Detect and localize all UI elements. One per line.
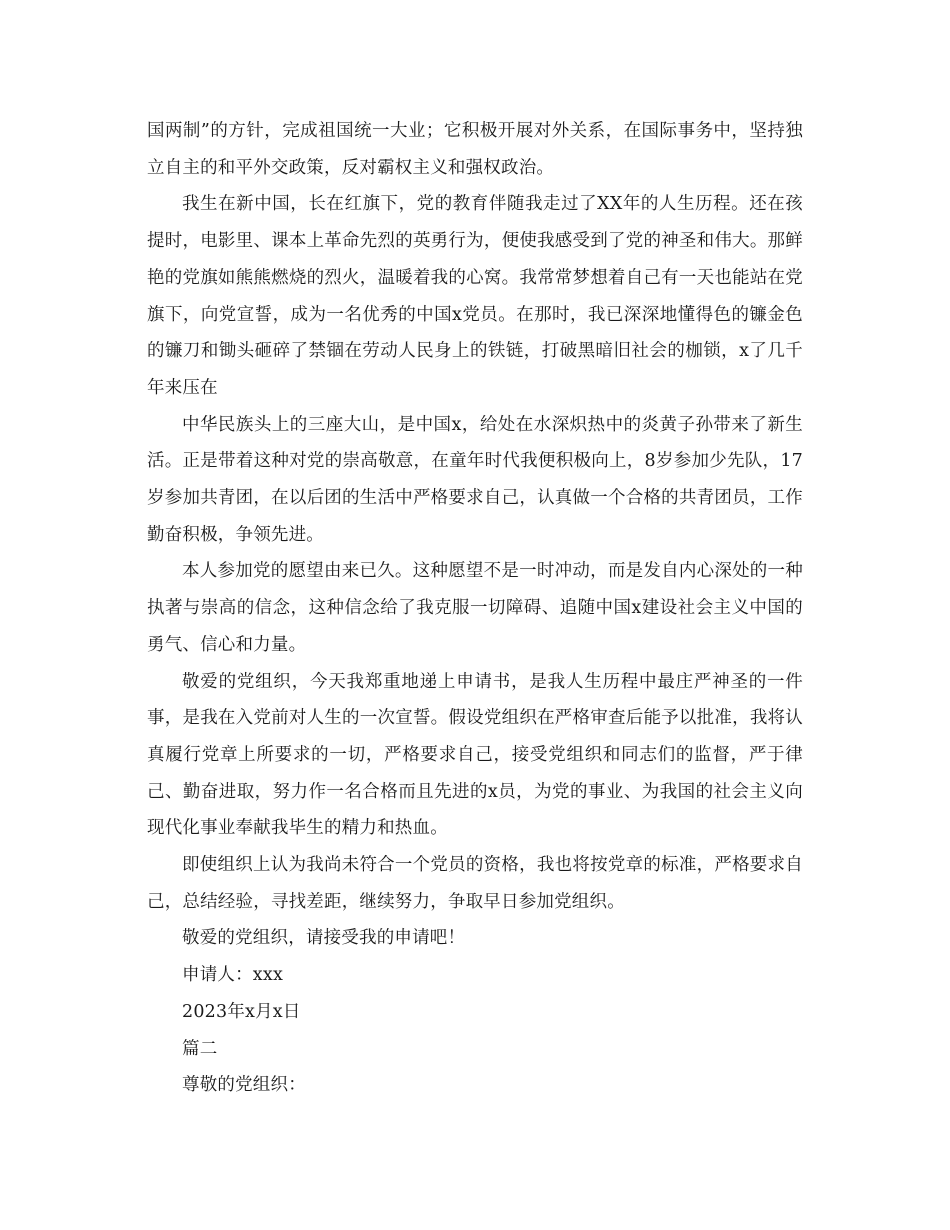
section-heading: 篇二 [182, 1038, 218, 1059]
paragraph-aspiration: 本人参加党的愿望由来已久。这种愿望不是一时冲动，而是发自内心深处的一种执著与崇高的信念，这种信念给了我克服一切障碍、追随中国x建设社会主义中国的勇气、信心和力量。 [147, 561, 803, 655]
salutation-line: 尊敬的党组织： [182, 1075, 306, 1096]
paragraph-continued: 国两制”的方针，完成祖国统一大业；它积极开展对外关系，在国际事务中，坚持独立自主的和平外交政策，反对霸权主义和强权政治。 [147, 121, 803, 178]
closing-request: 敬爱的党组织，请接受我的申请吧！ [182, 928, 466, 949]
document-body [147, 113, 803, 1104]
paragraph-life-history: 我生在新中国，长在红旗下，党的教育伴随我走过了XX年的人生历程。还在孩提时，电影里、课本上革命先烈的英勇行为，便使我感受到了党的神圣和伟大。那鲜艳的党旗如熊熊燃烧的烈火，温暖着我的心窝。我常常梦想着自己有一天也能站在党旗下，向党宣誓，成为一名优秀的中国x党员。在那时，我已深深地懂得色的镰金色的镰刀和锄头砸碎了禁锢在劳动人民身上的铁链，打破黑暗旧社会的枷锁，x了几千年来压在 [147, 194, 803, 398]
date-line: 2023年x月x日 [182, 1001, 301, 1022]
paragraph-youth: 中华民族头上的三座大山，是中国x，给处在水深炽热中的炎黄子孙带来了新生活。正是带着这种对党的崇高敬意，在童年时代我便积极向上，8岁参加少先队，17岁参加共青团，在以后团的生活中严格要求自己，认真做一个合格的共青团员，工作勤奋积极，争领先进。 [147, 414, 803, 545]
paragraph-pledge: 敬爱的党组织，今天我郑重地递上申请书，是我人生历程中最庄严神圣的一件事，是我在入党前对人生的一次宣誓。假设党组织在严格审查后能予以批准，我将认真履行党章上所要求的一切，严格要求自己，接受党组织和同志们的监督，严于律己、勤奋进取，努力作一名合格而且先进的x员，为党的事业、为我国的社会主义向现代化事业奉献我毕生的精力和热血。 [147, 671, 803, 839]
applicant-line: 申请人：xxx [182, 965, 284, 986]
paragraph-commitment: 即使组织上认为我尚未符合一个党员的资格，我也将按党章的标准，严格要求自己，总结经验，寻找差距，继续努力，争取早日参加党组织。 [147, 855, 803, 912]
